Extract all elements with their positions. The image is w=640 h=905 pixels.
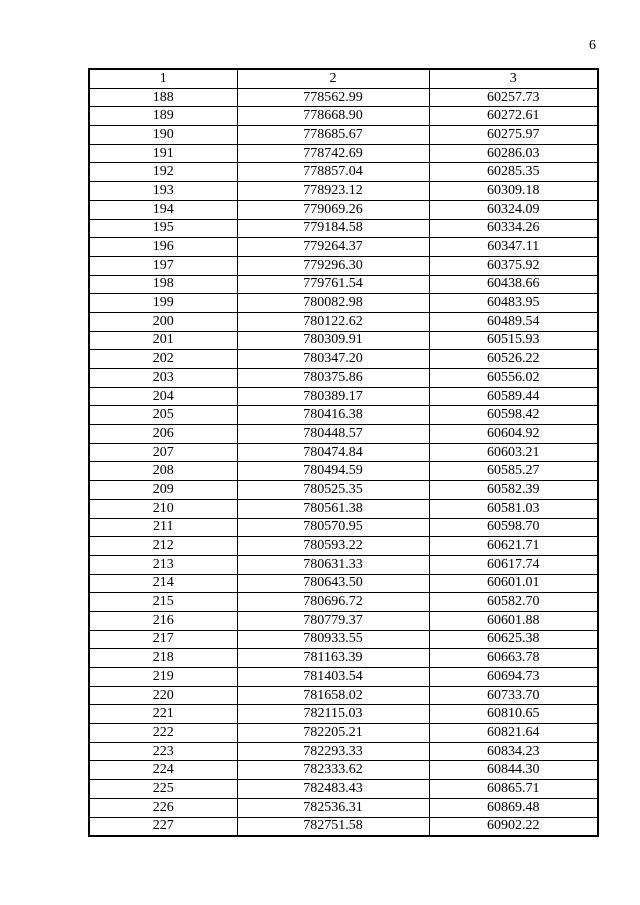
cell-point-number: 211 — [89, 518, 237, 537]
cell-point-number: 226 — [89, 798, 237, 817]
table-row — [89, 406, 598, 425]
cell-y-coordinate: 60324.09 — [429, 200, 598, 219]
cell-y-coordinate: 60810.65 — [429, 705, 598, 724]
cell-y-coordinate: 60438.66 — [429, 275, 598, 294]
cell-y-coordinate: 60347.11 — [429, 238, 598, 257]
cell-point-number: 207 — [89, 443, 237, 462]
cell-y-coordinate: 60275.97 — [429, 126, 598, 145]
cell-x-coordinate: 780347.20 — [237, 350, 429, 369]
table-row — [89, 555, 598, 574]
cell-point-number: 189 — [89, 107, 237, 126]
cell-x-coordinate: 781403.54 — [237, 668, 429, 687]
cell-x-coordinate: 780525.35 — [237, 481, 429, 500]
table-row — [89, 107, 598, 126]
cell-y-coordinate: 60604.92 — [429, 425, 598, 444]
table-row — [89, 126, 598, 145]
cell-point-number: 205 — [89, 406, 237, 425]
cell-y-coordinate: 60515.93 — [429, 331, 598, 350]
table-row — [89, 182, 598, 201]
cell-x-coordinate: 780570.95 — [237, 518, 429, 537]
table-row — [89, 574, 598, 593]
column-header-x-coordinate: 2 — [237, 69, 429, 88]
cell-point-number: 195 — [89, 219, 237, 238]
cell-x-coordinate: 780643.50 — [237, 574, 429, 593]
cell-y-coordinate: 60582.70 — [429, 593, 598, 612]
cell-y-coordinate: 60902.22 — [429, 817, 598, 836]
cell-x-coordinate: 780375.86 — [237, 369, 429, 388]
cell-point-number: 222 — [89, 724, 237, 743]
cell-y-coordinate: 60865.71 — [429, 780, 598, 799]
cell-x-coordinate: 780416.38 — [237, 406, 429, 425]
cell-point-number: 197 — [89, 256, 237, 275]
table-row — [89, 742, 598, 761]
cell-x-coordinate: 780082.98 — [237, 294, 429, 313]
cell-y-coordinate: 60598.42 — [429, 406, 598, 425]
page-number: 6 — [589, 38, 596, 53]
column-header-point-number: 1 — [89, 69, 237, 88]
table-row — [89, 724, 598, 743]
table-row — [89, 686, 598, 705]
cell-point-number: 196 — [89, 238, 237, 257]
cell-point-number: 193 — [89, 182, 237, 201]
cell-point-number: 220 — [89, 686, 237, 705]
cell-point-number: 192 — [89, 163, 237, 182]
cell-x-coordinate: 780631.33 — [237, 555, 429, 574]
cell-x-coordinate: 782115.03 — [237, 705, 429, 724]
cell-point-number: 217 — [89, 630, 237, 649]
cell-point-number: 194 — [89, 200, 237, 219]
cell-x-coordinate: 779069.26 — [237, 200, 429, 219]
table-row — [89, 275, 598, 294]
cell-x-coordinate: 778923.12 — [237, 182, 429, 201]
cell-x-coordinate: 778742.69 — [237, 144, 429, 163]
table-row — [89, 425, 598, 444]
cell-point-number: 206 — [89, 425, 237, 444]
cell-y-coordinate: 60581.03 — [429, 499, 598, 518]
cell-point-number: 199 — [89, 294, 237, 313]
table-row — [89, 518, 598, 537]
cell-y-coordinate: 60601.88 — [429, 611, 598, 630]
table-row — [89, 312, 598, 331]
cell-point-number: 213 — [89, 555, 237, 574]
table-row — [89, 798, 598, 817]
cell-x-coordinate: 780779.37 — [237, 611, 429, 630]
cell-point-number: 221 — [89, 705, 237, 724]
table-row — [89, 705, 598, 724]
cell-point-number: 212 — [89, 537, 237, 556]
cell-point-number: 216 — [89, 611, 237, 630]
cell-y-coordinate: 60598.70 — [429, 518, 598, 537]
cell-y-coordinate: 60556.02 — [429, 369, 598, 388]
cell-y-coordinate: 60589.44 — [429, 387, 598, 406]
cell-y-coordinate: 60526.22 — [429, 350, 598, 369]
cell-y-coordinate: 60694.73 — [429, 668, 598, 687]
cell-point-number: 218 — [89, 649, 237, 668]
table-row — [89, 256, 598, 275]
cell-y-coordinate: 60483.95 — [429, 294, 598, 313]
coordinates-table — [88, 68, 599, 837]
cell-point-number: 227 — [89, 817, 237, 836]
cell-y-coordinate: 60844.30 — [429, 761, 598, 780]
table-row — [89, 649, 598, 668]
cell-x-coordinate: 782333.62 — [237, 761, 429, 780]
table-row — [89, 537, 598, 556]
cell-y-coordinate: 60309.18 — [429, 182, 598, 201]
cell-point-number: 214 — [89, 574, 237, 593]
cell-point-number: 198 — [89, 275, 237, 294]
table-row — [89, 481, 598, 500]
cell-point-number: 188 — [89, 88, 237, 107]
table-body — [89, 69, 598, 836]
cell-point-number: 191 — [89, 144, 237, 163]
cell-x-coordinate: 780309.91 — [237, 331, 429, 350]
table-row — [89, 350, 598, 369]
table-row — [89, 630, 598, 649]
cell-point-number: 202 — [89, 350, 237, 369]
cell-y-coordinate: 60582.39 — [429, 481, 598, 500]
cell-x-coordinate: 782293.33 — [237, 742, 429, 761]
cell-x-coordinate: 780122.62 — [237, 312, 429, 331]
table-row — [89, 294, 598, 313]
cell-point-number: 200 — [89, 312, 237, 331]
table-row — [89, 817, 598, 836]
cell-x-coordinate: 780593.22 — [237, 537, 429, 556]
cell-point-number: 201 — [89, 331, 237, 350]
cell-point-number: 224 — [89, 761, 237, 780]
table-row — [89, 611, 598, 630]
cell-point-number: 225 — [89, 780, 237, 799]
cell-x-coordinate: 779761.54 — [237, 275, 429, 294]
cell-y-coordinate: 60585.27 — [429, 462, 598, 481]
cell-x-coordinate: 782483.43 — [237, 780, 429, 799]
table-row — [89, 761, 598, 780]
table-row — [89, 443, 598, 462]
cell-y-coordinate: 60601.01 — [429, 574, 598, 593]
table-row — [89, 200, 598, 219]
table-row — [89, 369, 598, 388]
cell-y-coordinate: 60834.23 — [429, 742, 598, 761]
cell-y-coordinate: 60663.78 — [429, 649, 598, 668]
cell-x-coordinate: 780474.84 — [237, 443, 429, 462]
cell-x-coordinate: 780696.72 — [237, 593, 429, 612]
cell-x-coordinate: 778685.67 — [237, 126, 429, 145]
cell-point-number: 210 — [89, 499, 237, 518]
cell-point-number: 203 — [89, 369, 237, 388]
cell-point-number: 219 — [89, 668, 237, 687]
table-row — [89, 144, 598, 163]
cell-y-coordinate: 60489.54 — [429, 312, 598, 331]
table-row — [89, 238, 598, 257]
cell-y-coordinate: 60603.21 — [429, 443, 598, 462]
table-row — [89, 88, 598, 107]
cell-y-coordinate: 60375.92 — [429, 256, 598, 275]
cell-point-number: 209 — [89, 481, 237, 500]
cell-x-coordinate: 779184.58 — [237, 219, 429, 238]
cell-y-coordinate: 60286.03 — [429, 144, 598, 163]
table-row — [89, 331, 598, 350]
table-row — [89, 387, 598, 406]
table-row — [89, 219, 598, 238]
cell-point-number: 208 — [89, 462, 237, 481]
cell-y-coordinate: 60272.61 — [429, 107, 598, 126]
cell-x-coordinate: 780933.55 — [237, 630, 429, 649]
cell-x-coordinate: 782751.58 — [237, 817, 429, 836]
table-row — [89, 593, 598, 612]
cell-y-coordinate: 60621.71 — [429, 537, 598, 556]
table-row — [89, 163, 598, 182]
table-row — [89, 462, 598, 481]
cell-x-coordinate: 780494.59 — [237, 462, 429, 481]
table-row — [89, 780, 598, 799]
cell-x-coordinate: 779264.37 — [237, 238, 429, 257]
cell-point-number: 215 — [89, 593, 237, 612]
cell-x-coordinate: 782205.21 — [237, 724, 429, 743]
cell-x-coordinate: 782536.31 — [237, 798, 429, 817]
column-header-y-coordinate: 3 — [429, 69, 598, 88]
cell-y-coordinate: 60821.64 — [429, 724, 598, 743]
cell-x-coordinate: 781658.02 — [237, 686, 429, 705]
cell-x-coordinate: 779296.30 — [237, 256, 429, 275]
cell-x-coordinate: 780561.38 — [237, 499, 429, 518]
cell-y-coordinate: 60625.38 — [429, 630, 598, 649]
cell-y-coordinate: 60334.26 — [429, 219, 598, 238]
cell-point-number: 204 — [89, 387, 237, 406]
cell-x-coordinate: 778562.99 — [237, 88, 429, 107]
cell-y-coordinate: 60617.74 — [429, 555, 598, 574]
cell-x-coordinate: 778668.90 — [237, 107, 429, 126]
table-row — [89, 499, 598, 518]
table-row — [89, 668, 598, 687]
table-header-row — [89, 69, 598, 88]
cell-y-coordinate: 60869.48 — [429, 798, 598, 817]
cell-y-coordinate: 60285.35 — [429, 163, 598, 182]
cell-x-coordinate: 781163.39 — [237, 649, 429, 668]
cell-x-coordinate: 778857.04 — [237, 163, 429, 182]
cell-x-coordinate: 780389.17 — [237, 387, 429, 406]
cell-y-coordinate: 60733.70 — [429, 686, 598, 705]
cell-point-number: 223 — [89, 742, 237, 761]
cell-y-coordinate: 60257.73 — [429, 88, 598, 107]
cell-point-number: 190 — [89, 126, 237, 145]
cell-x-coordinate: 780448.57 — [237, 425, 429, 444]
